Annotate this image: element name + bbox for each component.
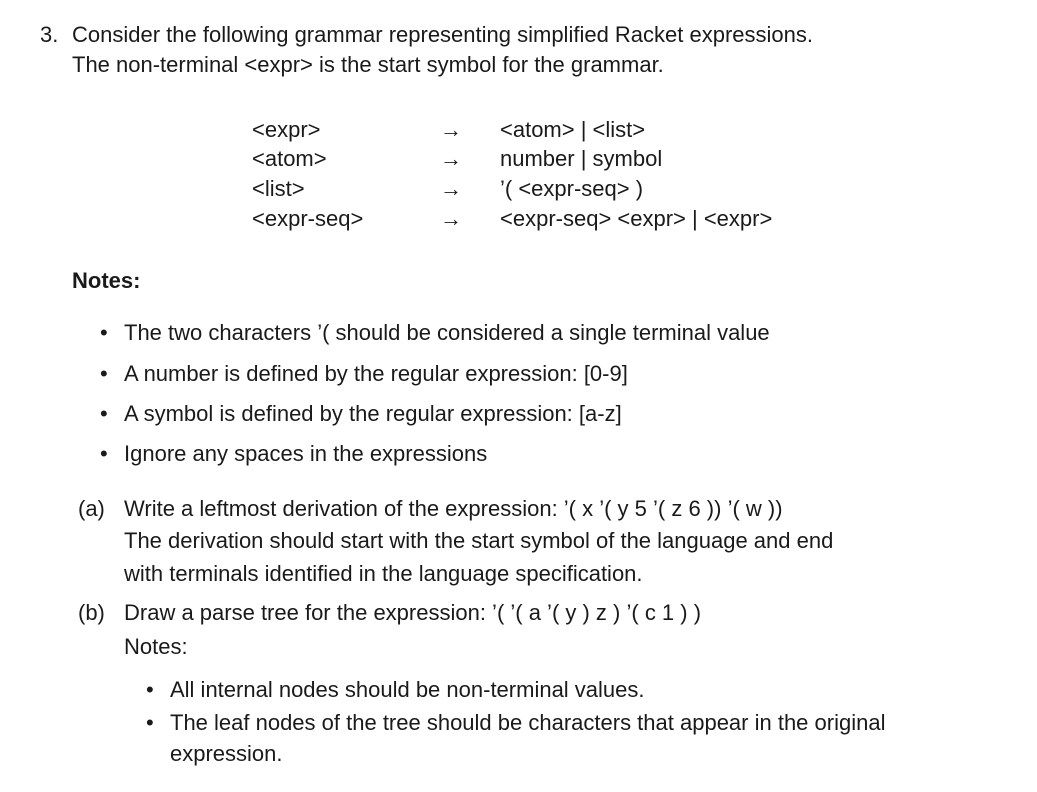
arrow-icon: →	[440, 117, 462, 142]
bullet-icon: •	[146, 677, 154, 702]
list-item: A number is defined by the regular expression: [0-9]	[124, 361, 628, 386]
grammar-rule-rhs: <atom> | <list>	[500, 117, 646, 142]
part-b-line-1: Draw a parse tree for the expression: ’( ’( a ’( y ) z ) ’( c 1 ) )	[124, 600, 702, 625]
bullet-icon: •	[100, 441, 108, 466]
part-a-line-1: Write a leftmost derivation of the expression: ’( x ’( y 5 ’( z 6 )) ’( w ))	[124, 496, 783, 521]
list-item: All internal nodes should be non-terminal values.	[170, 677, 645, 702]
list-item: The leaf nodes of the tree should be characters that appear in the original	[170, 710, 886, 735]
question-number: 3.	[40, 22, 59, 47]
arrow-icon: →	[440, 206, 462, 231]
grammar-rule-lhs: <list>	[252, 176, 305, 201]
notes-heading: Notes:	[72, 268, 141, 293]
grammar-rule-lhs: <atom>	[252, 146, 327, 171]
grammar-rule-rhs: ’( <expr-seq> )	[500, 176, 644, 201]
list-item: Ignore any spaces in the expressions	[124, 441, 488, 466]
list-item: A symbol is defined by the regular expression: [a-z]	[124, 401, 622, 426]
part-b-label: (b)	[78, 600, 105, 625]
arrow-icon: →	[440, 146, 462, 171]
list-item-continuation: expression.	[170, 741, 283, 766]
bullet-icon: •	[100, 401, 108, 426]
question-text-line-2: The non-terminal <expr> is the start symbol for the grammar.	[72, 52, 664, 77]
part-a-line-3: with terminals identified in the language specification.	[124, 561, 643, 586]
question-text-line-1: Consider the following grammar representing simplified Racket expressions.	[72, 22, 813, 47]
grammar-rule-rhs: number | symbol	[500, 146, 663, 171]
list-item: The two characters ’( should be considered a single terminal value	[124, 320, 770, 345]
grammar-rule-rhs: <expr-seq> <expr> | <expr>	[500, 206, 773, 231]
bullet-icon: •	[100, 320, 108, 345]
grammar-rule-lhs: <expr-seq>	[252, 206, 364, 231]
part-b-notes-label: Notes:	[124, 634, 188, 659]
bullet-icon: •	[100, 361, 108, 386]
bullet-icon: •	[146, 710, 154, 735]
grammar-rule-lhs: <expr>	[252, 117, 321, 142]
part-a-label: (a)	[78, 496, 105, 521]
part-a-line-2: The derivation should start with the start symbol of the language and end	[124, 528, 834, 553]
arrow-icon: →	[440, 176, 462, 201]
